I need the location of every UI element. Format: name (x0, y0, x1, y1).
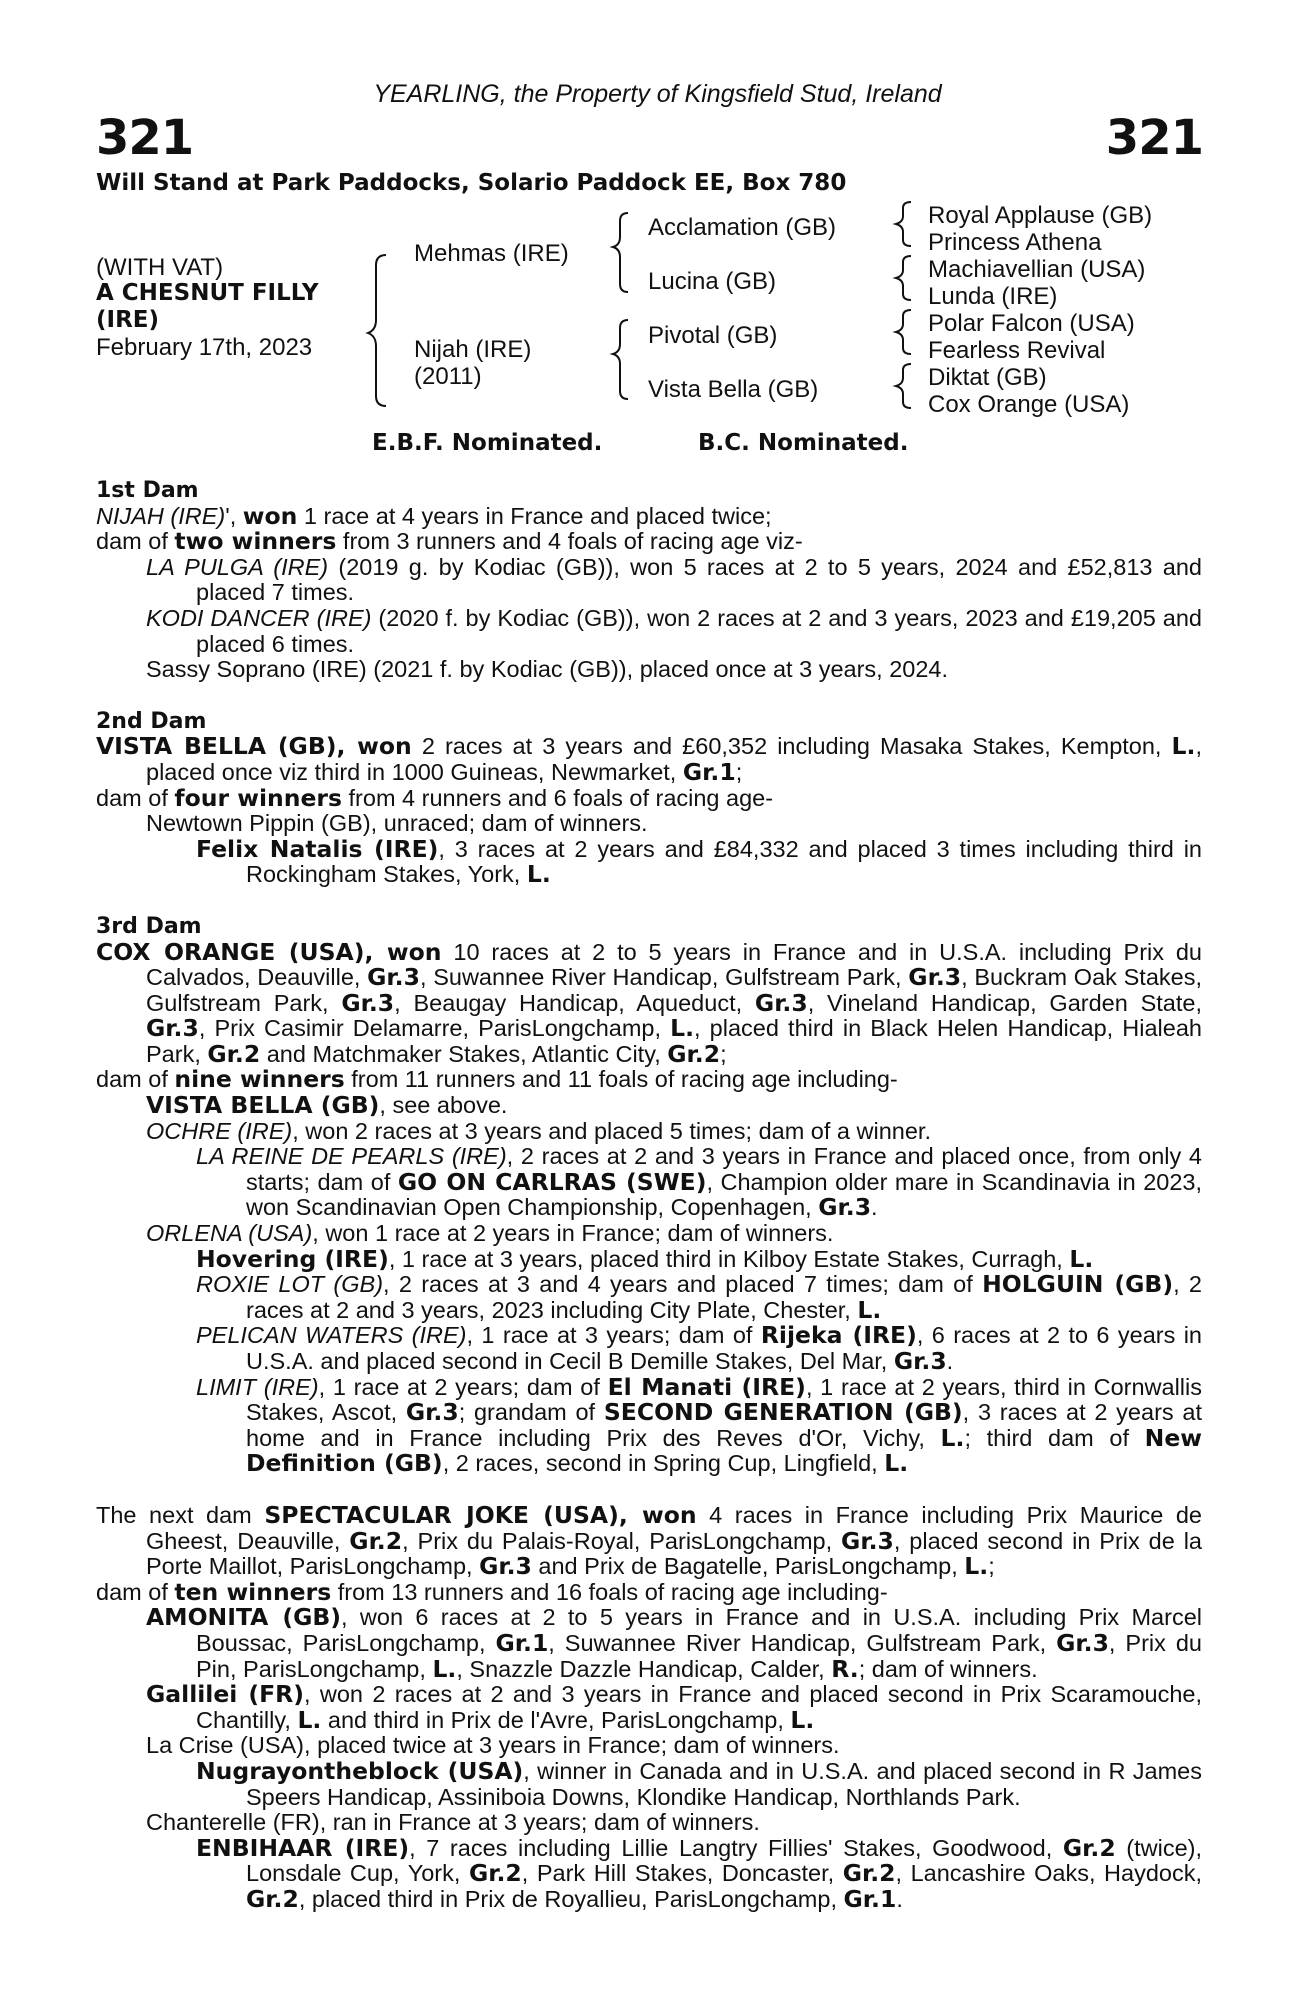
pedigree-entry (96, 501, 1202, 530)
great-grandparent-2: Princess Athena (928, 229, 1102, 256)
text: , Buckram Oak Stakes, Gulfstream Park, (146, 964, 1202, 1016)
text: , placed third in Black Helen Handicap, Hialeah Park, (146, 1015, 1202, 1067)
pedigree-entry (96, 1605, 1202, 1682)
text: (2020 f. by Kodiac (GB)), won 2 races at 2 and 3 years, 2023 and £19,205 and placed 6 times. (196, 604, 1202, 657)
bold-text: L. (297, 1705, 322, 1734)
pedigree-entry (96, 1093, 1202, 1119)
bold-text: ENBIHAAR (IRE) (196, 1833, 410, 1862)
bold-text: Rijeka (IRE) (760, 1321, 917, 1350)
text: The next dam (96, 1501, 265, 1528)
bold-text: Gr.3 (405, 1398, 459, 1427)
text: , placed third in Prix de Royallieu, ParisLongchamp, (298, 1885, 844, 1912)
bold-text: L. (964, 1552, 989, 1581)
text: , Snazzle Dazzle Handicap, Calder, (456, 1655, 832, 1682)
text: , Champion older mare in Scandinavia in 2023, won Scandinavian Open Championship, Copenhagen, (246, 1168, 1202, 1221)
text: . (871, 1194, 878, 1221)
italic-text: ORLENA (USA) (146, 1220, 313, 1247)
bold-text: Gr.3 (479, 1552, 532, 1581)
bold-text: L. (790, 1705, 815, 1734)
italic-text: LA PULGA (IRE) (146, 553, 329, 580)
text: , see above. (379, 1092, 508, 1119)
text: , won 1 race at 2 years in France; dam of winners. (312, 1220, 834, 1247)
text: , 3 races at 2 years at home and in France including Prix des Reves d'Or, Vichy, (246, 1399, 1202, 1451)
italic-text: KODI DANCER (IRE) (146, 604, 372, 631)
text: La Crise (USA), placed twice at 3 years in France; dam of winners. (146, 1732, 840, 1759)
bold-text: Gr.3 (367, 963, 420, 992)
pedigree-entry (96, 1244, 1202, 1273)
text: , 1 race at 3 years, placed third in Kilboy Estate Stakes, Curragh, (388, 1245, 1070, 1272)
pedigree-entry (96, 1221, 1202, 1247)
text: , placed once viz third in 1000 Guineas, Newmarket, (146, 733, 1202, 785)
bold-text: L. (1171, 732, 1196, 761)
text: and Prix de Bagatelle, ParisLongchamp, (531, 1553, 965, 1580)
granddam-dam: Vista Bella (GB) (648, 376, 819, 403)
text: ; (988, 1553, 995, 1580)
bold-text: Gr.2 (842, 1859, 896, 1888)
bold-text: L. (857, 1295, 882, 1324)
bold-text: El Manati (IRE) (607, 1372, 806, 1401)
great-grandparent-7: Diktat (GB) (928, 364, 1047, 391)
text: ; (735, 758, 743, 785)
section-heading: 1st Dam (96, 478, 199, 503)
horse-country: (IRE) (96, 307, 160, 333)
pedigree-entry (96, 834, 1202, 889)
pedigree-entry (96, 1067, 1202, 1093)
produce-record (96, 478, 1202, 1912)
text: dam of (96, 1578, 175, 1605)
text: , 1 race at 3 years; dam of (466, 1322, 761, 1349)
lot-number-left: 321 (96, 110, 194, 166)
pedigree-entry (96, 1756, 1202, 1810)
grandsire-dam: Pivotal (GB) (648, 322, 778, 349)
pedigree-entry (96, 1372, 1203, 1478)
text: from 13 runners and 16 foals of racing age including- (331, 1578, 888, 1605)
bold-text: VISTA BELLA (GB) (146, 1091, 380, 1120)
bold-text: Gr.3 (341, 988, 395, 1017)
italic-text: ROXIE LOT (GB) (196, 1271, 384, 1298)
pedigree-entry (96, 783, 1202, 812)
italic-text: LA REINE DE PEARLS (IRE) (196, 1143, 507, 1170)
dam-year: (2011) (414, 363, 482, 390)
text: , 2 races at 2 and 3 years, 2023 including City Plate, Chester, (246, 1271, 1202, 1323)
pedigree-entry (96, 1500, 1202, 1581)
pedigree-entry (96, 657, 1202, 683)
pedigree-entry (96, 1810, 1202, 1836)
text: and third in Prix de l'Avre, ParisLongchamp, (321, 1706, 791, 1733)
text: (twice), Lonsdale Cup, York, (246, 1834, 1202, 1887)
pedigree-entry (96, 1144, 1202, 1221)
great-grandparent-8: Cox Orange (USA) (928, 391, 1130, 418)
text: , won 6 races at 2 to 5 years in France and in U.S.A. including Prix Marcel Boussac, ParisLongchamp, (196, 1604, 1202, 1656)
text: , 2 races at 2 and 3 years in France and placed once, from only 4 starts; dam of (246, 1143, 1202, 1195)
italic-text: LIMIT (IRE) (196, 1373, 319, 1400)
horse-name: A CHESNUT FILLY (96, 280, 319, 306)
bold-text: Gr.1 (682, 757, 736, 786)
bold-text: L. (526, 860, 551, 889)
bold-text: R. (831, 1654, 859, 1683)
bold-text: Gr.1 (843, 1884, 897, 1913)
bold-text: , won (618, 1500, 697, 1529)
text: , Suwannee River Handicap, Gulfstream Park, (419, 964, 909, 991)
section-heading: 3rd Dam (96, 913, 202, 939)
stand-info: Will Stand at Park Paddocks, Solario Paddock EE, Box 780 (96, 170, 847, 196)
bold-text: Hovering (IRE) (196, 1244, 389, 1273)
bold-text: Felix Natalis (IRE) (196, 834, 439, 863)
text: ; (720, 1040, 727, 1067)
text: , 2 races at 3 and 4 years and placed 7 times; dam of (383, 1271, 983, 1298)
catalogue-header: YEARLING, the Property of Kingsfield Stud, Ireland (373, 80, 942, 108)
text: , Beaugay Handicap, Aqueduct, (394, 989, 755, 1016)
text: dam of (96, 1066, 175, 1093)
bold-text: , won (364, 937, 442, 966)
text: , Suwannee River Handicap, Gulfstream Park, (548, 1629, 1057, 1656)
pedigree-entry (96, 1833, 1202, 1913)
great-grandparent-5: Polar Falcon (USA) (928, 310, 1135, 337)
text: dam of (96, 528, 175, 555)
text: 4 races in France including Prix Maurice de Gheest, Deauville, (146, 1501, 1202, 1554)
text: , 3 races at 2 years and £84,332 and placed 3 times including third in Rockingham Stakes, York, (246, 835, 1202, 888)
text: , winner in Canada and in U.S.A. and placed second in R James Speers Handicap, Assiniboia Downs, Klondike Handicap, Northlands Park. (246, 1757, 1202, 1810)
great-grandparent-4: Lunda (IRE) (928, 283, 1058, 310)
pedigree-entry (96, 1272, 1202, 1323)
bold-text: two winners (174, 527, 337, 556)
text: , 2 races, second in Spring Cup, Lingfield, (442, 1450, 885, 1477)
bold-text: Gr.2 (207, 1039, 261, 1068)
bold-text: , won (336, 732, 412, 761)
bold-text: L. (432, 1654, 457, 1683)
bold-text: SECOND GENERATION (GB) (603, 1398, 963, 1427)
bold-text: Gr.3 (893, 1347, 947, 1375)
text: , won 2 races at 3 years and placed 5 times; dam of a winner. (292, 1117, 931, 1144)
text: Sassy Soprano (IRE) (2021 f. by Kodiac (GB)), placed once at 3 years, 2024. (146, 656, 949, 683)
sire-name: Mehmas (IRE) (414, 240, 569, 267)
vat-note: (WITH VAT) (96, 254, 224, 281)
bold-text: GO ON CARLRAS (SWE) (397, 1167, 707, 1196)
bold-text: Gr.1 (495, 1628, 549, 1657)
great-grandparent-1: Royal Applause (GB) (928, 202, 1153, 229)
pedigree-entry (96, 1682, 1202, 1733)
text: , 1 race at 2 years, third in Cornwallis Stakes, Ascot, (246, 1373, 1203, 1426)
bold-text: VISTA BELLA (GB) (96, 732, 337, 761)
bold-text: Gallilei (FR) (146, 1680, 304, 1709)
pedigree-entry (96, 937, 1202, 1068)
pedigree-entry (96, 555, 1202, 606)
text: Newtown Pippin (GB), unraced; dam of winners. (146, 810, 648, 837)
text: , Prix du Pin, ParisLongchamp, (196, 1629, 1202, 1682)
italic-text: NIJAH (IRE) (96, 502, 226, 529)
bold-text: L. (940, 1423, 965, 1452)
text: , won 2 races at 2 and 3 years in France and placed second in Prix Scaramouche, Chantilly, (196, 1681, 1203, 1733)
text: . (946, 1348, 954, 1374)
great-grandparent-3: Machiavellian (USA) (928, 256, 1146, 283)
text: , 1 race at 2 years; dam of (318, 1373, 608, 1400)
bold-text: L. (1069, 1244, 1094, 1273)
text: ', (225, 502, 243, 529)
text: , Prix du Palais-Royal, ParisLongchamp, (402, 1527, 842, 1554)
text: 2 races at 3 years and £60,352 including Masaka Stakes, Kempton, (411, 733, 1172, 760)
pedigree-entry (96, 1119, 1202, 1145)
text: . (896, 1885, 903, 1912)
lot-number-right: 321 (1105, 110, 1203, 166)
granddam-sire: Lucina (GB) (648, 268, 777, 295)
text: from 3 runners and 4 foals of racing age viz- (336, 528, 803, 555)
text: , 7 races including Lillie Langtry Fillies' Stakes, Goodwood, (409, 1834, 1063, 1861)
great-grandparent-6: Fearless Revival (928, 337, 1106, 364)
text: from 11 runners and 11 foals of racing age including- (344, 1066, 898, 1093)
bold-text: nine winners (174, 1065, 345, 1094)
text: dam of (96, 784, 175, 811)
bold-text: Gr.3 (818, 1193, 872, 1222)
text: (2019 g. by Kodiac (GB)), won 5 races at 2 to 5 years, 2024 and £52,813 and placed 7 times. (196, 553, 1202, 606)
text: , Park Hill Stakes, Doncaster, (521, 1860, 843, 1887)
pedigree-entry (96, 1577, 1202, 1606)
bold-text: won (242, 501, 298, 530)
bold-text: Gr.2 (349, 1526, 403, 1555)
pedigree-entry (96, 1733, 1202, 1759)
text: ; dam of winners. (858, 1655, 1038, 1682)
bold-text: ten winners (174, 1577, 332, 1606)
bold-text: Nugrayontheblock (USA) (196, 1756, 524, 1785)
bold-text: Gr.2 (246, 1884, 299, 1913)
dam-name: Nijah (IRE) (414, 336, 532, 363)
italic-text: PELICAN WATERS (IRE) (196, 1322, 467, 1349)
section-heading: 2nd Dam (96, 708, 207, 734)
bc-nomination: B.C. Nominated. (698, 430, 909, 456)
bold-text: Gr.3 (146, 1014, 199, 1043)
text: ; third dam of (964, 1424, 1145, 1451)
bold-text: HOLGUIN (GB) (982, 1270, 1174, 1299)
text: 1 race at 4 years in France and placed twice; (297, 502, 772, 529)
grandsire-sire: Acclamation (GB) (648, 214, 837, 241)
text: , placed second in Prix de la Porte Maillot, ParisLongchamp, (146, 1527, 1202, 1580)
bold-text: AMONITA (GB) (146, 1603, 342, 1632)
pedigree-entry (96, 734, 1202, 785)
bold-text: Gr.3 (908, 963, 962, 992)
ebf-nomination: E.B.F. Nominated. (372, 430, 603, 456)
text: and Matchmaker Stakes, Atlantic City, (260, 1040, 668, 1067)
pedigree-entry (96, 811, 1202, 837)
bold-text: Gr.3 (754, 988, 808, 1017)
text: , Prix Casimir Delamarre, ParisLongchamp, (198, 1015, 671, 1042)
text: , 6 races at 2 to 6 years in U.S.A. and placed second in Cecil B Demille Stakes, Del Mar, (246, 1322, 1203, 1374)
bold-text: Gr.3 (841, 1526, 894, 1555)
bold-text: Gr.3 (1056, 1628, 1109, 1657)
pedigree-entry (96, 1323, 1202, 1374)
text: from 4 runners and 6 foals of racing age- (342, 784, 774, 811)
bold-text: New Definition (GB) (246, 1423, 1202, 1478)
bold-text: L. (884, 1449, 909, 1478)
text: Chanterelle (FR), ran in France at 3 years; dam of winners. (146, 1809, 760, 1836)
pedigree-entry (96, 606, 1202, 657)
pedigree-entry (96, 529, 1202, 555)
foaling-date: February 17th, 2023 (96, 334, 313, 361)
text: 10 races at 2 to 5 years in France and in U.S.A. including Prix du Calvados, Deauville, (146, 938, 1202, 991)
bold-text: Gr.2 (468, 1859, 522, 1888)
text: , Vineland Handicap, Garden State, (807, 989, 1202, 1016)
bold-text: Gr.2 (1062, 1833, 1116, 1862)
text: ; grandam of (458, 1399, 604, 1426)
bold-text: COX ORANGE (USA) (96, 937, 365, 966)
bold-text: Gr.2 (667, 1039, 721, 1068)
text: , Lancashire Oaks, Haydock, (895, 1860, 1202, 1887)
bold-text: L. (670, 1014, 695, 1043)
italic-text: OCHRE (IRE) (146, 1117, 293, 1144)
bold-text: SPECTACULAR JOKE (USA) (264, 1500, 619, 1529)
bold-text: four winners (174, 783, 342, 812)
